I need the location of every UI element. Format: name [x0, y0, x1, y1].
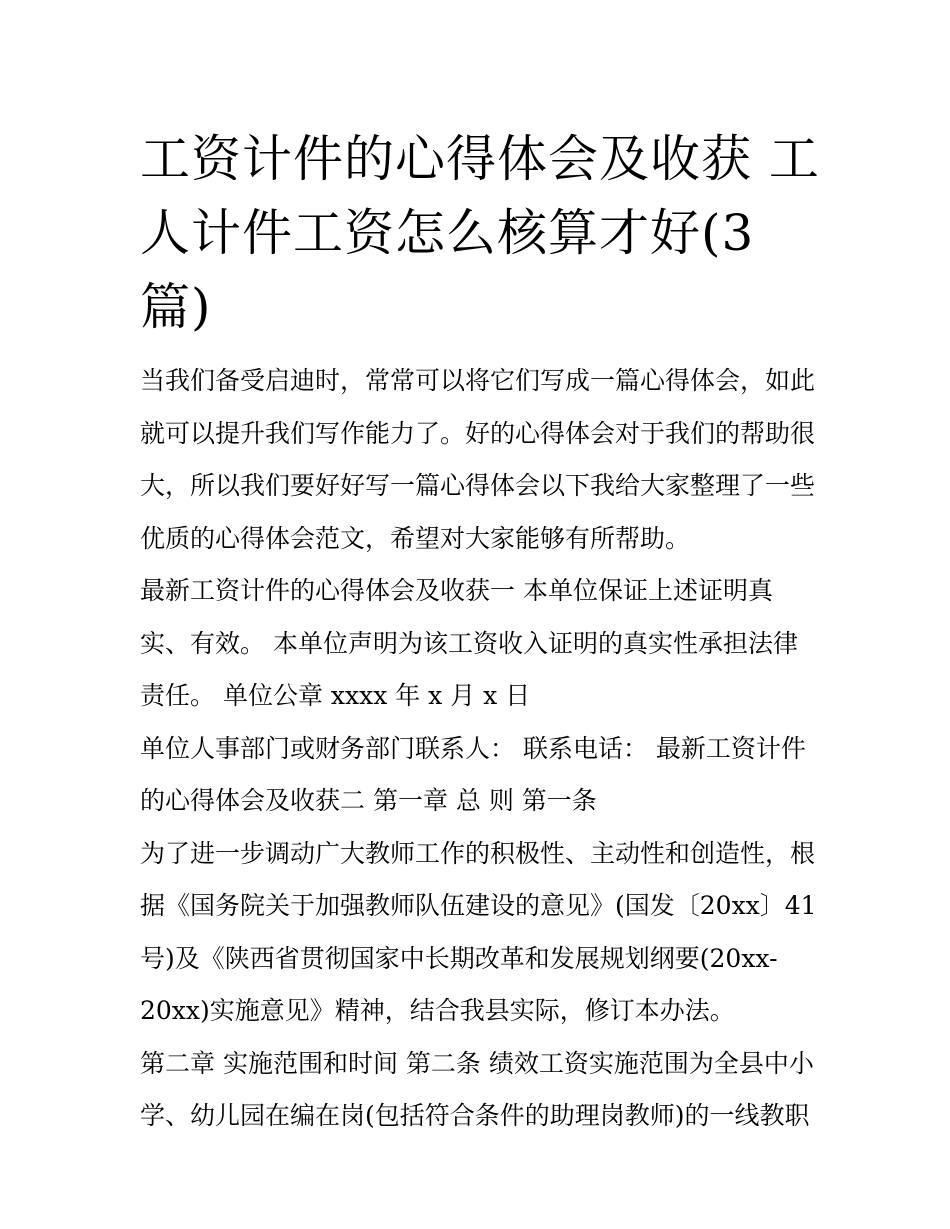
document-body — [140, 355, 820, 1143]
paragraph-purpose: 为了进一步调动广大教师工作的积极性、主动性和创造性，根据《国务院关于加强教师队伍建设的意见》(国发〔20xx〕41号)及《陕西省贯彻国家中长期改革和发展规划纲要(20xx-20xx)实施意见》精神，结合我县实际，修订本办法。 — [140, 838, 817, 1025]
paragraph-contact: 单位人事部门或财务部门联系人： 联系电话： 最新工资计件的心得体会及收获二 第一章 总 则 第一条 — [140, 733, 806, 815]
paragraph-intro: 当我们备受启迪时，常常可以将它们写成一篇心得体会，如此就可以提升我们写作能力了。好的心得体会对于我们的帮助很大，所以我们要好好写一篇心得体会以下我给大家整理了一些优质的心得体会范文，希望对大家能够有所帮助。 — [140, 366, 816, 553]
paragraph-scope: 第二章 实施范围和时间 第二条 绩效工资实施范围为全县中小学、幼儿园在编在岗(包括符合条件的助理岗教师)的一线教职 — [140, 1048, 814, 1130]
paragraph-section-one: 最新工资计件的心得体会及收获一 本单位保证上述证明真实、有效。 本单位声明为该工资收入证明的真实性承担法律责任。 单位公章 xxxx 年 x 月 x 日 — [140, 576, 798, 710]
document-title: 工资计件的心得体会及收获 工人计件工资怎么核算才好(3篇) — [140, 130, 820, 336]
